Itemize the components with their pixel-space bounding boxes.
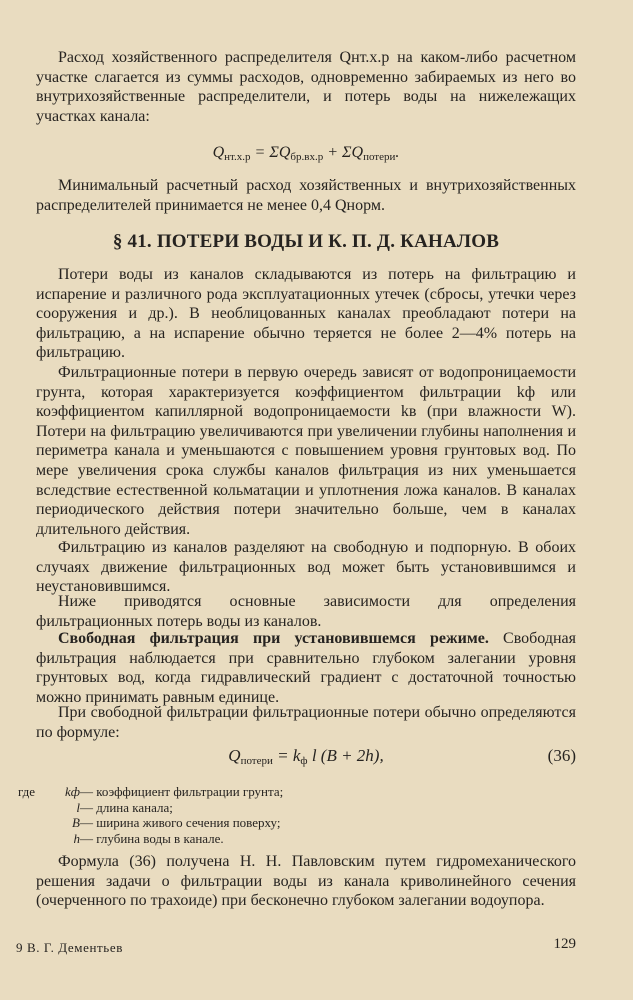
formula-1-lhs-sub: нт.х.р [224,151,251,163]
formula-1 [36,144,576,163]
paragraph-9 [36,852,576,911]
paragraph-9-text: Формула (36) получена Н. Н. Павловским путем гидромеханического решения задачи о фильтрации воды из канала криволинейного сечения (очерченного по трахоиде) при бесконечно глубоком залегании водоупора. [36,853,576,910]
paragraph-8 [36,703,576,742]
legend-text: — коэффициент фильтрации грунта; [80,784,284,799]
paragraph-6-text: Ниже приводятся основные зависимости для определения фильтрационных потерь воды из каналов. [36,593,576,630]
formula-36-lhs: Q [228,746,241,765]
paragraph-7-body: Свободная фильтрация наблюдается при сравнительно глубоком залегании уровня грунтовых вод, когда гидравлический градиент с достаточной точностью можно принимать равным единице. [36,630,577,706]
paragraph-7-text [36,629,576,707]
section-heading: § 41. ПОТЕРИ ВОДЫ И К. П. Д. КАНАЛОВ [112,231,500,252]
legend-item [62,784,412,800]
formula-1-sub3: потери [363,151,396,163]
paragraph-4-text: Фильтрационные потери в первую очередь зависят от водопроницаемости грунта, которая характеризуется коэффициентом фильтрации kф или коэффициентом капиллярной водопроницаемости kв (при влажности W). Потери на фильтрацию увеличиваются при увеличении глубины наполнения и периметра канала и уменьшаются с повышением уровня грунтовых вод. По мере увеличения срока службы каналов фильтрация из них уменьшается вследствие естественной кольматации и уплотнения ложа каналов. В каналах периодического действия потери значительно больше, чем в каналах длительного действия. [36,364,576,538]
paragraph-3 [36,265,576,363]
formula-1-sub2: бр.вх.р [290,151,324,163]
legend-item [62,831,412,847]
legend-symbol: l [76,799,80,815]
legend-text: — длина канала; [80,799,173,815]
paragraph-2-text: Минимальный расчетный расход хозяйственных и внутрихозяйственных распределителей принимается не менее 0,4 Qнорм. [36,177,576,214]
equation-number: (36) [547,746,576,765]
paragraph-1-text: Расход хозяйственного распределителя Qнт.х.р на каком-либо расчетном участке слагается из суммы расходов, одновременно забираемых из него во внутрихозяйственные распределители, и потерь воды на нижележащих участках канала: [36,49,576,125]
legend-where: где [18,784,36,799]
formula-36-rhs: = k [272,746,301,765]
formula-1-end: . [395,144,400,161]
signature-mark: 9 В. Г. Дементьев [16,940,123,955]
paragraph-4 [36,363,576,539]
page-number: 129 [553,936,576,952]
paragraph-1 [36,48,576,126]
paragraph-3-text: Потери воды из каналов складываются из потерь на фильтрацию и испарение и различного рода эксплуатационных утечек (сбросы, утечки через сооружения и др.). В необлицованных каналах преобладают потери на фильтрацию, а на испарение обычно теряется не более 2—4% потерь на фильтрацию. [36,266,576,362]
legend-symbol: h [73,830,80,846]
legend-items [62,784,412,846]
formula-36-expression [36,746,576,767]
legend-item [62,800,412,816]
formula-1-eq: = ΣQ [250,144,291,161]
paragraph-6 [36,592,576,631]
legend-symbol: kф [65,784,80,799]
paragraph-2 [36,176,576,215]
paragraph-7 [36,629,576,707]
formula-36-rest: l (B + 2h), [307,746,384,765]
legend-text: — глубина воды в канале. [80,830,224,846]
formula-1-lhs: Q [212,144,225,161]
formula-36-lhs-sub: потери [240,755,273,767]
legend-text: — ширина живого сечения поверху; [80,815,281,830]
run-in-heading: Свободная фильтрация при установившемся режиме. [58,630,489,647]
formula-1-plus: + ΣQ [323,144,364,161]
legend-item [62,815,412,831]
paragraph-5 [36,538,576,597]
paragraph-5-text: Фильтрацию из каналов разделяют на свободную и подпорную. В обоих случаях движение фильтрационных вод может быть установившимся и неустановившимся. [36,539,576,596]
legend-symbol: B [72,815,80,830]
formula-36-rhs-sub: ф [300,755,308,767]
paragraph-8-text: При свободной фильтрации фильтрационные потери обычно определяются по формуле: [36,704,576,741]
formula-36 [36,746,576,768]
